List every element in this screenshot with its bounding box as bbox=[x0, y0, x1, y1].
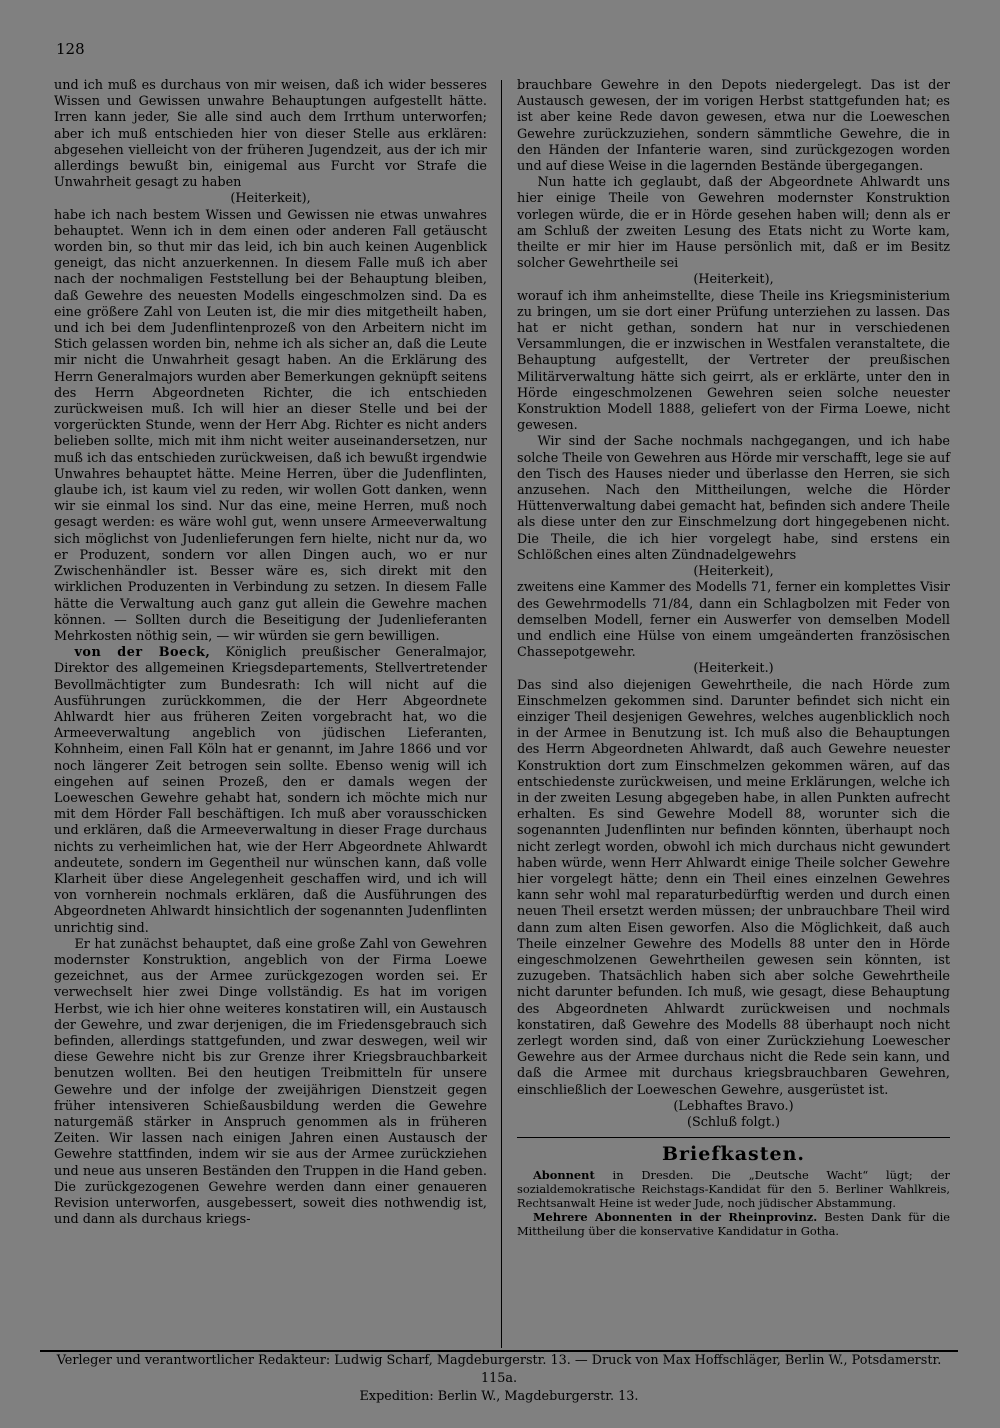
right-column-body bbox=[517, 78, 950, 1131]
briefkasten-recipient: Abonnent bbox=[532, 1168, 595, 1183]
paragraph: brauchbare Gewehre in den Depots niedergelegt. Das ist der Austausch gewesen, der im vorigen Herbst stattgefunden hat; es ist aber keine Rede davon gewesen, etwa nur die Loeweschen Gewehre zurückzuziehen, sondern sämmtliche Gewehre, die in den Händen der Infanterie waren, sind zurückgezogen worden und auf diese Weise in die lagernden Bestände übergegangen. bbox=[517, 78, 950, 175]
speech-text: Königlich preußischer Generalmajor, Direktor des allgemeinen Kriegsdepartements, Stellvertretender Bevollmächtigter zum Bundesrath: Ich will nicht auf die Ausführungen zurückkommen, die der Herr Abgeordnete Ahlwardt hier aus früheren Zeiten vorgebracht hat, wo die Armeeverwaltung angeblich von jüdischen Lieferanten, Kohnheim, einen Fall Köln hat er genannt, im Jahre 1866 und vor noch längerer Zeit betrogen sein sollte. Ebenso wenig will ich eingehen auf seinen Prozeß, den er damals wegen der Loeweschen Gewehre gehabt hat, sondern ich möchte mich nur mit dem Hörder Fall beschäftigen. Ich muß aber vorausschicken und erklären, daß die Armeeverwaltung in dieser Frage durchaus nichts zu verheimlichen hat, wie der Herr Abgeordnete Ahlwardt andeutete, sondern im Gegentheil nur wünschen kann, daß volle Klarheit über diese Angelegenheit geschaffen wird, und ich will von vornherein nochmals erklären, daß die Ausführungen des Abgeordneten Ahlwardt hinsichtlich der sogenannten Judenflinten unrichtig sind. bbox=[54, 645, 488, 936]
paragraph: und ich muß es durchaus von mir weisen, daß ich wider besseres Wissen und Gewissen unwahre Behauptungen aufgestellt hätte. Irren kann jeder, Sie alle sind auch dem Irrthum unterworfen; aber ich muß entschieden hier von dieser Stelle aus erklären: abgesehen vielleicht von der früheren Jugendzeit, aus der ich mir allerdings bewußt bin, einigemal aus Furcht vor Strafe die Unwahrheit gesagt zu haben bbox=[54, 78, 487, 191]
imprint-line-2: Expedition: Berlin W., Magdeburgerstr. 13. bbox=[359, 1389, 639, 1404]
briefkasten-title: Briefkasten. bbox=[661, 1143, 805, 1166]
paragraph: Wir sind der Sache nochmals nachgegangen, und ich habe solche Theile von Gewehren aus Hörde mir verschafft, lege sie auf den Tisch des Hauses nieder und überlasse den Herren, sie sich anzusehen. Nach den Mittheilungen, welche die Hörder Hüttenverwaltung dabei gemacht hat, befinden sich andere Theile als diese unter den zur Einschmelzung dort hingegebenen nicht. Die Theile, die ich hier vorgelegt habe, sind erstens ein Schlößchen eines alten Zündnadelgewehrs bbox=[517, 434, 950, 563]
left-column bbox=[54, 78, 487, 1228]
briefkasten-text: in Dresden. Die „Deutsche Wacht“ lügt; der sozialdemokratische Reichstags-Kandidat für den 5. Berliner Wahlkreis, Rechtsanwalt Heine ist weder Jude, noch jüdischer Abstammung. bbox=[517, 1168, 950, 1211]
briefkasten-entry bbox=[517, 1168, 950, 1210]
briefkasten-text: Besten Dank für die Mittheilung über die konservative Kandidatur in Gotha. bbox=[517, 1210, 950, 1239]
speaker-name: von der Boeck, bbox=[74, 645, 211, 661]
stage-direction: (Heiterkeit.) bbox=[693, 661, 774, 677]
stage-direction: (Schluß folgt.) bbox=[686, 1115, 781, 1130]
paragraph: Nun hatte ich geglaubt, daß der Abgeordnete Ahlwardt uns hier einige Theile von Gewehren modernster Konstruktion vorlegen würde, die er in Hörde gesehen haben will; denn als er am Schluß der zweiten Lesung des Etats nicht zu Worte kam, theilte er mir hier im Hause persönlich mit, daß er im Besitz solcher Gewehrtheile sei bbox=[517, 175, 950, 272]
briefkasten-entry bbox=[517, 1210, 950, 1238]
paragraph: habe ich nach bestem Wissen und Gewissen nie etwas unwahres behauptet. Wenn ich in dem einen oder anderen Fall getäuscht worden bin, so thut mir das leid, ich bin auch keinen Augenblick geneigt, das nicht anzuerkennen. In diesem Falle muß ich aber nach der nochmaligen Feststellung bei der Behauptung bleiben, daß Gewehre des neuesten Modells eingeschmolzen sind. Da es eine größere Zahl von Leuten ist, die mir dies mitgetheilt haben, und ich bei dem Judenflintenprozeß von den Arbeitern nicht im Stich gelassen worden bin, nehme ich als sicher an, daß die Leute mir nicht die Unwahrheit gesagt haben. An die Erklärung des Herrn Generalmajors wurden aber Bemerkungen geknüpft seitens des Herrn Abgeordneten Richter, die ich entschieden zurückweisen muß. Ich will hier an dieser Stelle und bei der vorgerückten Stunde, wenn der Herr Abg. Richter es nicht anders belieben sollte, mich mit ihm nicht weiter auseinandersetzen, nur muß ich das entschieden zurückweisen, daß ich bewußt irgendwie Unwahres behauptet hätte. Meine Herren, über die Judenflinten, glaube ich, ist kaum viel zu reden, wir wollen Gott danken, wenn wir sie einmal los sind. Nur das eine, meine Herren, muß noch gesagt werden: es wäre wohl gut, wenn unsere Armeeverwaltung sich möglichst von Judenlieferungen fern hielte, nicht nur da, wo er Produzent, sondern vor allen Dingen auch, wo er nur Zwischenhändler ist. Besser wäre es, sich direkt mit den wirklichen Produzenten in Verbindung zu setzen. In diesem Falle hätte die Verwaltung auch ganz gut allein die Gewehre machen können. — Sollten durch die Beseitigung der Judenlieferanten Mehrkosten nöthig sein, — wir würden sie gern bewilligen. bbox=[54, 207, 487, 644]
paragraph: Er hat zunächst behauptet, daß eine große Zahl von Gewehren modernster Konstruktion, angeblich von der Firma Loewe gezeichnet, aus der Armee zurückgezogen worden sei. Er verwechselt hier zwei Dinge vollständig. Es hat im vorigen Herbst, wie ich hier ohne weiteres konstatiren will, ein Austausch der Gewehre, und zwar derjenigen, die im Friedensgebrauch sich befinden, allerdings stattgefunden, und zwar deswegen, weil wir diese Gewehre nicht bis zur Grenze ihrer Kriegsbrauchbarkeit benutzen wollten. Bei den heutigen Treibmitteln für unsere Gewehre und der infolge der zweijährigen Dienstzeit gegen früher intensiveren Schießausbildung werden die Gewehre naturgemäß stärker in Anspruch genommen als in früheren Zeiten. Wir lassen nach einigen Jahren einen Austausch der Gewehre stattfinden, indem wir sie aus der Armee zurückziehen und neue aus unseren Beständen den Truppen in die Hand geben. Die zurückgezogenen Gewehre werden dann einer genaueren Revision unterworfen, ausgebessert, soweit dies nothwendig ist, und dann als durchaus kriegs- bbox=[54, 936, 487, 1228]
briefkasten-entries bbox=[517, 1168, 950, 1238]
paragraph: worauf ich ihm anheimstellte, diese Theile ins Kriegsministerium zu bringen, um sie dort einer Prüfung unterziehen zu lassen. Das hat er nicht gethan, sondern hat nur in verschiedenen Versammlungen, die er inzwischen in Westfalen veranstaltete, die Behauptung aufgestellt, der Vertreter der preußischen Militärverwaltung hätte sich geirrt, als er erklärte, unter den in Hörde eingeschmolzenen Gewehren seien solche neuester Konstruktion Modell 1888, geliefert von der Firma Loewe, nicht gewesen. bbox=[517, 288, 950, 434]
stage-direction: (Heiterkeit), bbox=[230, 191, 311, 207]
page-number: 128 bbox=[56, 40, 85, 58]
imprint-line-1: Verleger und verantwortlicher Redakteur: Ludwig Scharf, Magdeburgerstr. 13. — Druck von Max Hoffschläger, Berlin W., Potsdamerstr. 115a. bbox=[56, 1353, 942, 1386]
stage-direction: (Lebhaftes Bravo.) bbox=[673, 1098, 794, 1114]
paragraph: zweitens eine Kammer des Modells 71, ferner ein komplettes Visir des Gewehrmodells 71/84, dann ein Schlagbolzen mit Feder von demselben Modell, ferner ein Auswerfer von demselben Modell und endlich eine Hülse von einem umgeänderten französischen Chassepotgewehr. bbox=[517, 580, 950, 661]
stage-direction: (Heiterkeit), bbox=[693, 272, 774, 288]
section-rule bbox=[517, 1137, 950, 1138]
right-column bbox=[517, 78, 950, 1238]
imprint-footer bbox=[40, 1352, 958, 1406]
stage-direction: (Heiterkeit), bbox=[693, 564, 774, 580]
paragraph: Das sind also diejenigen Gewehrtheile, die nach Hörde zum Einschmelzen gekommen sind. Darunter befindet sich nicht ein einziger Theil desjenigen Gewehres, welches augenblicklich noch in der Armee in Benutzung ist. Ich muß also die Behauptungen des Herrn Abgeordneten Ahlwardt, daß auch Gewehre neuester Konstruktion dort zum Einschmelzen gekommen wären, auf das entschiedenste zurückweisen, und meine Erklärungen, welche ich in der zweiten Lesung abgegeben habe, in allen Punkten aufrecht erhalten. Es sind Gewehre Modell 88, worunter sich die sogenannten Judenflinten nur befinden könnten, überhaupt noch nicht zerlegt worden, obwohl ich mich durchaus nicht gewundert haben würde, wenn Herr Ahlwardt einige Theile solcher Gewehre hier vorgelegt hätte; denn ein Theil eines einzelnen Gewehres kann sehr wohl mal reparaturbedürftig werden und durch einen neuen Theil ersetzt werden müssen; der unbrauchbare Theil wird dann zum alten Eisen geworfen. Also die Möglichkeit, daß auch Theile einzelner Gewehre des Modells 88 unter den in Hörde eingeschmolzenen Gewehrtheilen gewesen sein könnten, ist zuzugeben. Thatsächlich haben sich aber solche Gewehrtheile nicht darunter befunden. Ich muß, wie gesagt, diese Behauptung des Abgeordneten Ahlwardt zurückweisen und nochmals konstatiren, daß Gewehre des Modells 88 überhaupt noch nicht zerlegt worden sind, daß von einer Zurückziehung Loewescher Gewehre aus der Armee durchaus nicht die Rede sein kann, und daß die Armee mit durchaus kriegsbrauchbaren Gewehren, einschließlich der Loeweschen Gewehre, ausgerüstet ist. bbox=[517, 677, 950, 1098]
speaker-paragraph bbox=[54, 645, 487, 937]
column-divider bbox=[501, 80, 502, 1348]
briefkasten-recipient: Mehrere Abonnenten in der Rheinprovinz. bbox=[532, 1210, 818, 1225]
